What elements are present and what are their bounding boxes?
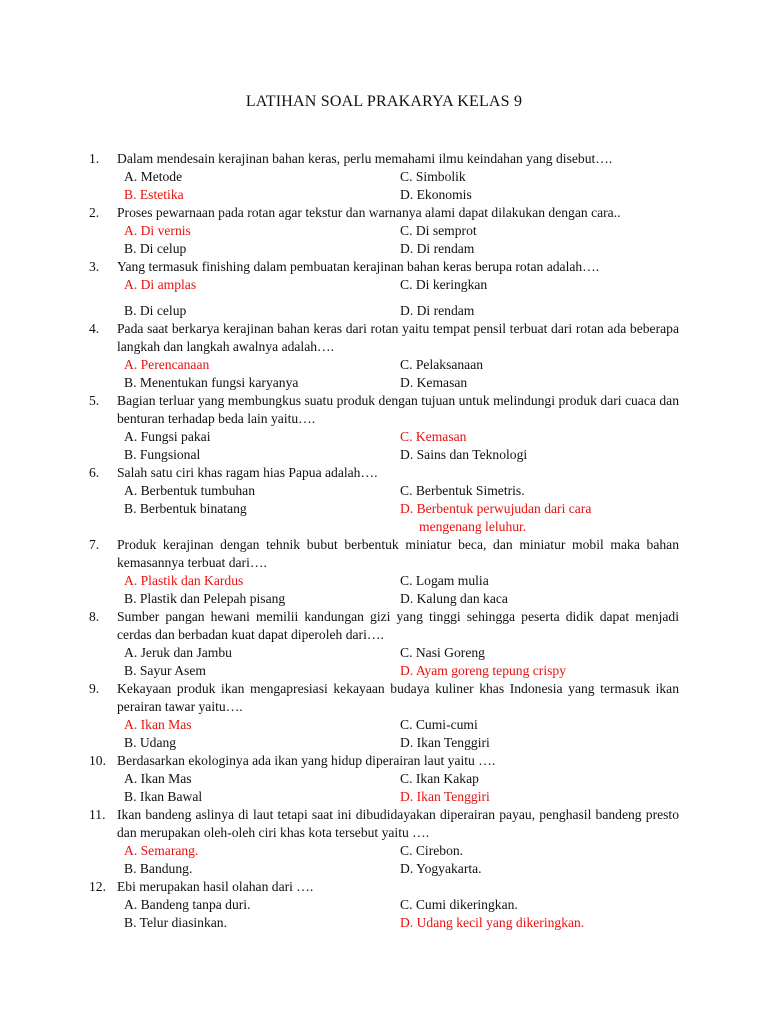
answer-options [117,276,679,320]
page-title: LATIHAN SOAL PRAKARYA KELAS 9 [245,93,523,110]
answer-options [117,770,679,806]
option-a-correct: A. Plastik dan Kardus [124,573,244,588]
answer-options [117,644,679,680]
option-a: A. Berbentuk tumbuhan [124,483,256,498]
question-number: 4. [89,321,100,336]
answer-options [117,896,679,932]
question-item [89,608,679,680]
option-d: D. Yogyakarta. [400,861,482,876]
question-item [89,392,679,464]
option-c: C. Pelaksanaan [400,357,484,372]
question-number: 5. [89,393,100,408]
option-c: C. Ikan Kakap [400,771,479,786]
option-d-correct: D. Udang kecil yang dikeringkan. [400,915,585,930]
option-a: A. Metode [124,169,183,184]
question-item [89,806,679,878]
option-d: D. Kemasan [400,375,468,390]
answer-options [117,168,679,204]
option-a-correct: A. Semarang. [124,843,199,858]
option-b: B. Udang [124,735,177,750]
option-a: A. Fungsi pakai [124,429,211,444]
question-number: 10. [89,753,106,768]
question-number: 12. [89,879,106,894]
answer-options [117,572,679,608]
question-text: Produk kerajinan dengan tehnik bubut berbentuk miniatur beca, dan miniatur mobil maka bahan kemasannya terbuat dari…. [117,537,679,570]
option-c: C. Cumi-cumi [400,717,478,732]
option-b: B. Bandung. [124,861,193,876]
question-item [89,536,679,608]
option-c: C. Nasi Goreng [400,645,485,660]
option-d-correct: D. Ikan Tenggiri [400,789,490,804]
question-text: Proses pewarnaan pada rotan agar tekstur dan warnanya alami dapat dilakukan dengan cara.. [117,205,621,220]
question-text: Kekayaan produk ikan mengapresiasi kekayaan budaya kuliner khas Indonesia yang termasuk ikan perairan tawar yaitu…. [117,681,679,714]
question-number: 1. [89,151,100,166]
answer-options [117,842,679,878]
option-b: B. Ikan Bawal [124,789,203,804]
option-c: C. Berbentuk Simetris. [400,483,525,498]
option-c: C. Di semprot [400,223,477,238]
answer-options [117,716,679,752]
option-d: D. Ekonomis [400,187,472,202]
option-d: D. Kalung dan kaca [400,591,508,606]
question-item [89,464,679,536]
option-c: C. Simbolik [400,169,466,184]
option-d: D. Ikan Tenggiri [400,735,490,750]
option-b-correct: B. Estetika [124,187,184,202]
question-number: 2. [89,205,100,220]
option-b: B. Sayur Asem [124,663,206,678]
answer-options [117,222,679,258]
question-text: Yang termasuk finishing dalam pembuatan kerajinan bahan keras berupa rotan adalah…. [117,259,600,274]
question-text: Salah satu ciri khas ragam hias Papua adalah…. [117,465,378,480]
option-c-correct: C. Kemasan [400,429,467,444]
option-a: A. Ikan Mas [124,771,192,786]
option-a-correct: A. Di vernis [124,223,191,238]
option-d: D. Di rendam [400,303,475,318]
question-text: Berdasarkan ekologinya ada ikan yang hidup diperairan laut yaitu …. [117,753,496,768]
option-b: B. Fungsional [124,447,201,462]
question-text: Sumber pangan hewani memilii kandungan gizi yang tinggi sehingga peserta didik dapat menjadi cerdas dan berbadan kuat dapat diperoleh dari…. [117,609,679,642]
option-b: B. Menentukan fungsi karyanya [124,375,299,390]
option-a-correct: A. Ikan Mas [124,717,192,732]
answer-options [117,482,679,536]
question-item [89,320,679,392]
question-number: 7. [89,537,100,552]
question-item [89,752,679,806]
question-text: Bagian terluar yang membungkus suatu produk dengan tujuan untuk melindungi produk dari cuaca dan benturan terhadap beda lain yaitu…. [117,393,679,426]
question-text: Dalam mendesain kerajinan bahan keras, perlu memahami ilmu keindahan yang disebut…. [117,151,613,166]
option-b: B. Di celup [124,303,187,318]
option-c: C. Cirebon. [400,843,464,858]
question-text: Ebi merupakan hasil olahan dari …. [117,879,314,894]
option-c: C. Logam mulia [400,573,489,588]
question-item [89,878,679,932]
question-item [89,258,679,320]
question-item [89,680,679,752]
option-c: C. Di keringkan [400,277,488,292]
question-number: 6. [89,465,100,480]
option-d-line1: D. Berbentuk perwujudan dari cara [400,501,592,516]
question-number: 3. [89,259,100,274]
option-b: B. Plastik dan Pelepah pisang [124,591,286,606]
question-number: 8. [89,609,100,624]
question-list [89,150,679,932]
question-text: Ikan bandeng aslinya di laut tetapi saat ini dibudidayakan diperairan payau, penghasil bandeng presto dan merupakan oleh-oleh ciri khas kota tersebut yaitu …. [117,807,679,840]
option-a-correct: A. Di amplas [124,277,197,292]
question-item [89,150,679,204]
answer-options [117,428,679,464]
option-d-line2: mengenang leluhur. [419,519,527,534]
option-a-correct: A. Perencanaan [124,357,210,372]
question-number: 9. [89,681,100,696]
option-d-correct [400,500,679,536]
option-b: B. Berbentuk binatang [124,501,247,516]
option-d: D. Di rendam [400,241,475,256]
question-item [89,204,679,258]
option-c: C. Cumi dikeringkan. [400,897,518,912]
option-a: A. Bandeng tanpa duri. [124,897,251,912]
option-a: A. Jeruk dan Jambu [124,645,232,660]
option-d-correct: D. Ayam goreng tepung crispy [400,663,566,678]
option-d: D. Sains dan Teknologi [400,447,528,462]
option-b: B. Telur diasinkan. [124,915,228,930]
question-number: 11. [89,807,106,822]
option-b: B. Di celup [124,241,187,256]
answer-options [117,356,679,392]
question-text: Pada saat berkarya kerajinan bahan keras dari rotan yaitu tempat pensil terbuat dari rotan ada beberapa langkah dan langkah awalnya adalah…. [117,321,679,354]
